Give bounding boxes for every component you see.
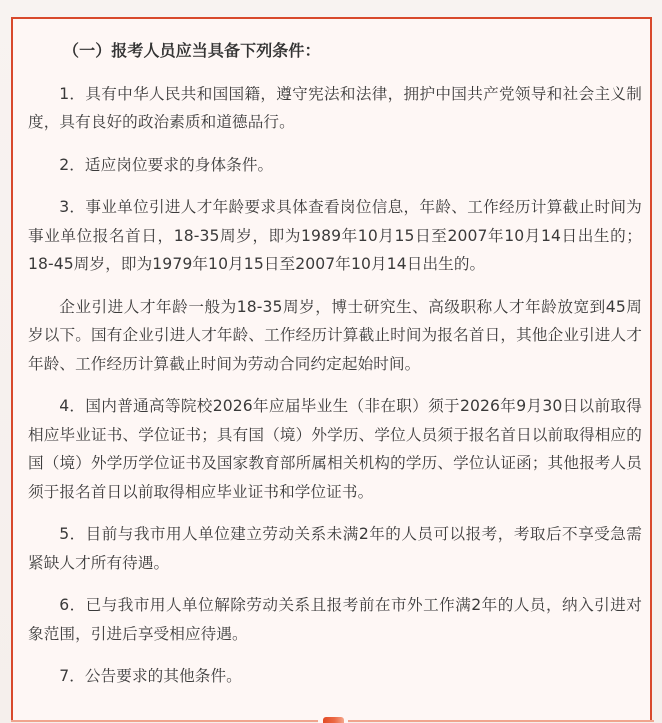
condition-3-age-enterprise: 企业引进人才年龄一般为18-35周岁，博士研究生、高级职称人才年龄放宽到45周岁以下。国有企业引进人才年龄、工作经历计算截止时间为报名首日，其他企业引进人才年龄、工作经历计算截止时间为劳动合同约定起始时间。 bbox=[28, 297, 642, 373]
condition-6-former-employment: 6．已与我市用人单位解除劳动关系且报考前在市外工作满2年的人员，纳入引进对象范围，引进后享受相应待遇。 bbox=[28, 596, 642, 643]
condition-7-other: 7．公告要求的其他条件。 bbox=[59, 667, 242, 685]
notice-content bbox=[28, 37, 642, 691]
condition-4-education: 4．国内普通高等院校2026年应届毕业生（非在职）须于2026年9月30日以前取得相应毕业证书、学位证书；具有国（境）外学历、学位人员须于报名首日以前取得相应的国（境）外学历学位证书及国家教育部所属相关机构的学历、学位认证函；其他报考人员须于报名首日以前取得相应毕业证书和学位证书。 bbox=[28, 397, 642, 501]
section-heading: （一）报考人员应当具备下列条件： bbox=[63, 41, 321, 60]
condition-3-age-institution: 3．事业单位引进人才年龄要求具体查看岗位信息，年龄、工作经历计算截止时间为事业单位报名首日，18-35周岁，即为1989年10月15日至2007年10月14日出生的；18-45周岁，即为1979年10月15日至2007年10月14日出生的。 bbox=[28, 198, 642, 273]
condition-5-current-employment: 5．目前与我市用人单位建立劳动关系未满2年的人员可以报考，考取后不享受急需紧缺人才所有待遇。 bbox=[28, 525, 642, 572]
condition-1-nationality: 1．具有中华人民共和国国籍，遵守宪法和法律，拥护中国共产党领导和社会主义制度，具有良好的政治素质和道德品行。 bbox=[28, 84, 642, 131]
panel-bottom-tab-decoration bbox=[323, 717, 344, 723]
condition-2-health: 2．适应岗位要求的身体条件。 bbox=[59, 155, 274, 174]
